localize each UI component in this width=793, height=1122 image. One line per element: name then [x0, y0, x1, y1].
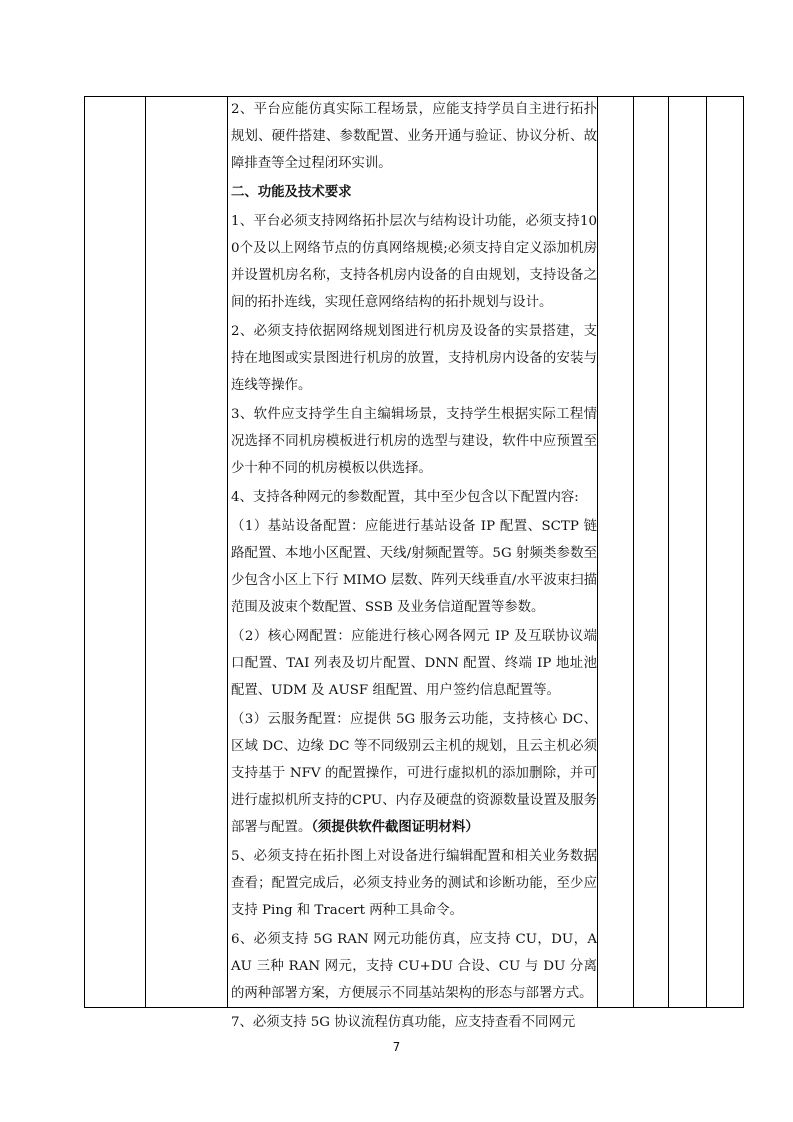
table-column-divider [227, 96, 228, 1008]
paragraph: 2、必须支持依据网络规划图进行机房及设备的实景搭建，支持在地图或实景图进行机房的放置，支持机房内设备的安装与连线等操作。 [231, 324, 597, 393]
table-column-divider [668, 96, 669, 1008]
table-column-divider [633, 96, 634, 1008]
table-column-divider [597, 96, 598, 1008]
paragraph: 1、平台必须支持网络拓扑层次与结构设计功能，必须支持100个及以上网络节点的仿真网络规模;必须支持自定义添加机房并设置机房名称，支持各机房内设备的自由规划，支持设备之间的拓扑连线，实现任意网络结构的拓扑规划与设计。 [231, 214, 597, 310]
page-number: 7 [392, 1040, 401, 1054]
table-column-divider [706, 96, 707, 1008]
paragraph: 4、支持各种网元的参数配置，其中至少包含以下配置内容: [231, 490, 579, 505]
paragraph [231, 706, 597, 841]
paragraph: 3、软件应支持学生自主编辑场景，支持学生根据实际工程情况选择不同机房模板进行机房的选型与建设，软件中应预置至少十种不同的机房模板以供选择。 [231, 407, 597, 476]
paragraph: 6、必须支持 5G RAN 网元功能仿真，应支持 CU，DU，AAU 三种 RAN 网元，支持 CU+DU 合设、CU 与 DU 分离的两种部署方案，方便展示不同基站架构的形态与部署方式。 [231, 932, 597, 1001]
paragraph: 7、必须支持 5G 协议流程仿真功能，应支持查看不同网元 [231, 1015, 576, 1030]
paragraph: 5、必须支持在拓扑图上对设备进行编辑配置和相关业务数据查看；配置完成后，必须支持业务的测试和诊断功能，至少应支持 Ping 和 Tracert 两种工具命令。 [231, 849, 597, 918]
section-heading: 二、功能及技术要求 [231, 184, 352, 200]
paragraph-text: （3）云服务配置：应提供 5G 服务云功能，支持核心 DC、区域 DC、边缘 DC 等不同级别云主机的规划，且云主机必须支持基于 NFV 的配置操作，可进行虚拟机的添加删除，并可进行虚拟机所支持的CPU、内存及硬盘的资源数量设置及服务部署与配置。 [231, 712, 597, 835]
paragraph: 2、平台应能仿真实际工程场景，应能支持学员自主进行拓扑规划、硬件搭建、参数配置、业务开通与验证、协议分析、故障排查等全过程闭环实训。 [231, 102, 597, 171]
table-column-divider [145, 96, 146, 1008]
paragraph: （1）基站设备配置：应能进行基站设备 IP 配置、SCTP 链路配置、本地小区配置、天线/射频配置等。5G 射频类参数至少包含小区上下行 MIMO 层数、阵列天线垂直/水平波束扫描范围及波束个数配置、SSB 及业务信道配置等参数。 [231, 519, 597, 615]
paragraph: （2）核心网配置：应能进行核心网各网元 IP 及互联协议端口配置、TAI 列表及切片配置、DNN 配置、终端 IP 地址池配置、UDM 及 AUSF 组配置、用户签约信息配置等。 [231, 629, 597, 698]
requirements-cell [231, 96, 597, 1036]
evidence-note: （须提供软件截图证明材料） [311, 819, 479, 835]
